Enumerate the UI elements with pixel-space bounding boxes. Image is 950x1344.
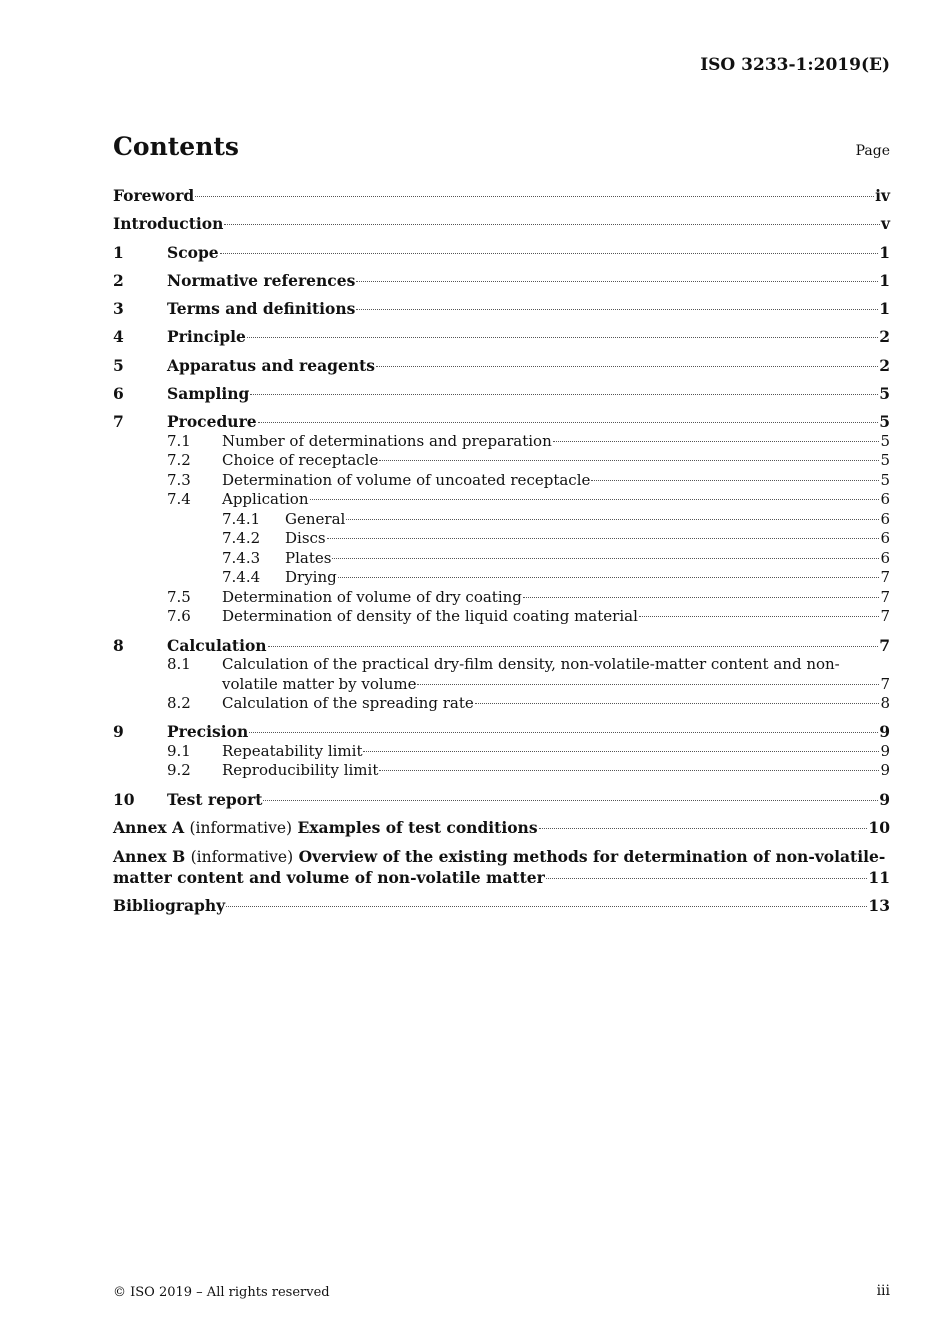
annex-label: Annex B (113, 847, 186, 867)
toc-entry-bibliography[interactable] (113, 896, 890, 916)
toc-title: Calculation of the practical dry-film density, non-volatile-matter content and non- (222, 655, 840, 674)
table-of-contents (113, 186, 890, 916)
toc-entry-7-4-2[interactable] (113, 529, 890, 549)
toc-entry-annex-b[interactable] (113, 847, 890, 868)
toc-title: Calculation (167, 635, 267, 655)
toc-number: 7.4.2 (222, 529, 261, 548)
toc-title: Calculation of the spreading rate (222, 694, 474, 713)
toc-entry-7[interactable] (113, 412, 890, 432)
toc-number: 7.4.3 (222, 548, 261, 567)
toc-number: 7.3 (167, 470, 191, 489)
dot-leader (417, 684, 879, 685)
toc-page: v (880, 214, 890, 234)
toc-entry-7-4-4[interactable] (113, 568, 890, 588)
toc-number: 7.1 (167, 431, 191, 450)
toc-page: 6 (880, 548, 890, 567)
dot-leader (546, 878, 868, 879)
toc-page: 13 (868, 896, 890, 916)
toc-number: 7.4 (167, 490, 191, 509)
annex-title: Overview of the existing methods for determination of non-volatile- (298, 847, 886, 867)
toc-page: 8 (880, 694, 890, 713)
toc-number: 10 (113, 789, 135, 809)
toc-number: 6 (113, 384, 124, 404)
dot-leader (249, 732, 878, 733)
dot-leader (338, 577, 880, 578)
dot-leader (553, 441, 880, 442)
footer-page-number: iii (876, 1283, 890, 1299)
toc-title: Number of determinations and preparation (222, 431, 552, 450)
toc-page: 1 (879, 299, 890, 319)
dot-leader (639, 616, 880, 617)
dot-leader (356, 309, 878, 310)
toc-page: 7 (880, 607, 890, 626)
toc-title: Determination of volume of uncoated receptacle (222, 470, 591, 489)
toc-page: 6 (880, 529, 890, 548)
toc-page: 6 (880, 490, 890, 509)
toc-page: 10 (868, 818, 890, 838)
toc-page: 5 (879, 412, 890, 432)
toc-entry-3[interactable] (113, 299, 890, 319)
toc-title: Choice of receptacle (222, 451, 379, 470)
dot-leader (356, 281, 878, 282)
dot-leader (310, 499, 880, 500)
toc-title (113, 847, 885, 868)
document-id: ISO 3233-1:2019(E) (700, 55, 890, 75)
toc-entry-9[interactable] (113, 722, 890, 742)
toc-page: 5 (880, 470, 890, 489)
toc-number: 8.1 (167, 655, 191, 674)
toc-title: Normative references (167, 270, 356, 290)
dot-leader (379, 460, 879, 461)
toc-number: 5 (113, 355, 124, 375)
toc-number: 7.4.1 (222, 509, 261, 528)
toc-title: Apparatus and reagents (167, 355, 375, 375)
dot-leader (250, 394, 878, 395)
dot-leader (539, 828, 868, 829)
toc-title: Test report (167, 789, 263, 809)
toc-title: Determination of density of the liquid coating material (222, 607, 638, 626)
toc-page: 7 (879, 635, 890, 655)
annex-type: (informative) (189, 819, 293, 838)
toc-number: 1 (113, 242, 124, 262)
toc-number: 8.2 (167, 694, 191, 713)
dot-leader (523, 597, 880, 598)
toc-entry-7-2[interactable] (113, 451, 890, 471)
toc-entry-7-5[interactable] (113, 588, 890, 608)
toc-entry-7-4[interactable] (113, 490, 890, 510)
toc-number: 2 (113, 270, 124, 290)
footer-copyright: © ISO 2019 – All rights reserved (113, 1285, 330, 1300)
toc-entry-7-4-1[interactable] (113, 510, 890, 530)
toc-title: Determination of volume of dry coating (222, 587, 522, 606)
toc-page: 2 (879, 327, 890, 347)
dot-leader (263, 800, 878, 801)
toc-page: 11 (868, 867, 890, 887)
dot-leader (220, 253, 879, 254)
toc-title: Procedure (167, 412, 257, 432)
toc-number: 9.1 (167, 741, 191, 760)
toc-title: Precision (167, 722, 249, 742)
toc-entry-annex-a[interactable] (113, 818, 890, 839)
toc-title: Drying (285, 568, 337, 587)
toc-page: 5 (880, 431, 890, 450)
toc-entry-2[interactable] (113, 271, 890, 291)
toc-entry-8-2[interactable] (113, 694, 890, 714)
dot-leader (327, 538, 880, 539)
dot-leader (258, 422, 879, 423)
toc-title: Foreword (113, 186, 195, 205)
toc-number: 9 (113, 722, 124, 742)
dot-leader (247, 337, 878, 338)
dot-leader (195, 196, 874, 197)
toc-entry-9-1[interactable] (113, 742, 890, 762)
dot-leader (346, 519, 879, 520)
toc-entry-6[interactable] (113, 384, 890, 404)
toc-title: Application (222, 490, 309, 509)
toc-number: 8 (113, 635, 124, 655)
toc-number: 9.2 (167, 761, 191, 780)
toc-page: 5 (880, 451, 890, 470)
toc-page: 9 (880, 761, 890, 780)
toc-number: 3 (113, 299, 124, 319)
toc-page: 7 (880, 674, 890, 693)
toc-entry-5[interactable] (113, 356, 890, 376)
dot-leader (379, 770, 879, 771)
toc-number: 4 (113, 327, 124, 347)
toc-title: General (285, 509, 346, 528)
toc-page: 6 (880, 509, 890, 528)
toc-entry-8-1[interactable] (113, 655, 890, 675)
toc-entry-foreword[interactable] (113, 186, 890, 206)
toc-page: 9 (879, 789, 890, 809)
toc-title (113, 818, 538, 839)
dot-leader (591, 480, 879, 481)
toc-entry-7-1[interactable] (113, 432, 890, 452)
toc-entry-introduction[interactable] (113, 214, 890, 234)
toc-entry-8[interactable] (113, 636, 890, 656)
toc-page: 7 (880, 587, 890, 606)
toc-page: 9 (879, 722, 890, 742)
dot-leader (363, 751, 879, 752)
toc-title: Principle (167, 327, 246, 347)
dot-leader (226, 906, 867, 907)
toc-title: Scope (167, 242, 219, 262)
dot-leader (268, 646, 879, 647)
toc-title: Bibliography (113, 896, 226, 916)
dot-leader (224, 224, 880, 225)
annex-label: Annex A (113, 818, 185, 838)
toc-entry-8-1-continued[interactable] (113, 675, 890, 695)
dot-leader (475, 703, 880, 704)
toc-number: 7 (113, 412, 124, 432)
annex-type: (informative) (190, 848, 294, 867)
toc-entry-7-3[interactable] (113, 471, 890, 491)
toc-entry-4[interactable] (113, 327, 890, 347)
toc-title: Discs (285, 529, 326, 548)
toc-title: volatile matter by volume (222, 674, 417, 693)
toc-title: Introduction (113, 214, 224, 234)
dot-leader (376, 366, 878, 367)
page-column-label: Page (855, 143, 890, 159)
toc-number: 7.2 (167, 451, 191, 470)
toc-number: 7.5 (167, 587, 191, 606)
toc-entry-10[interactable] (113, 790, 890, 810)
dot-leader (332, 558, 879, 559)
toc-title: matter content and volume of non-volatile matter (113, 867, 545, 887)
toc-title: Sampling (167, 384, 250, 404)
toc-page: 7 (880, 568, 890, 587)
toc-page: 1 (879, 242, 890, 262)
toc-entry-7-4-3[interactable] (113, 549, 890, 569)
toc-page: 2 (879, 355, 890, 375)
annex-title: Examples of test conditions (297, 818, 538, 838)
toc-title: Plates (285, 548, 332, 567)
toc-page: 9 (880, 741, 890, 760)
toc-entry-1[interactable] (113, 243, 890, 263)
toc-number: 7.4.4 (222, 568, 261, 587)
toc-entry-9-2[interactable] (113, 761, 890, 781)
toc-page: 1 (879, 270, 890, 290)
toc-page: 5 (879, 384, 890, 404)
toc-entry-annex-b-continued[interactable] (113, 868, 890, 888)
toc-number: 7.6 (167, 607, 191, 626)
toc-entry-7-6[interactable] (113, 607, 890, 627)
toc-title: Reproducibility limit (222, 761, 379, 780)
contents-title: Contents (113, 132, 240, 161)
toc-page: iv (875, 186, 890, 205)
toc-title: Repeatability limit (222, 741, 363, 760)
toc-title: Terms and definitions (167, 299, 356, 319)
